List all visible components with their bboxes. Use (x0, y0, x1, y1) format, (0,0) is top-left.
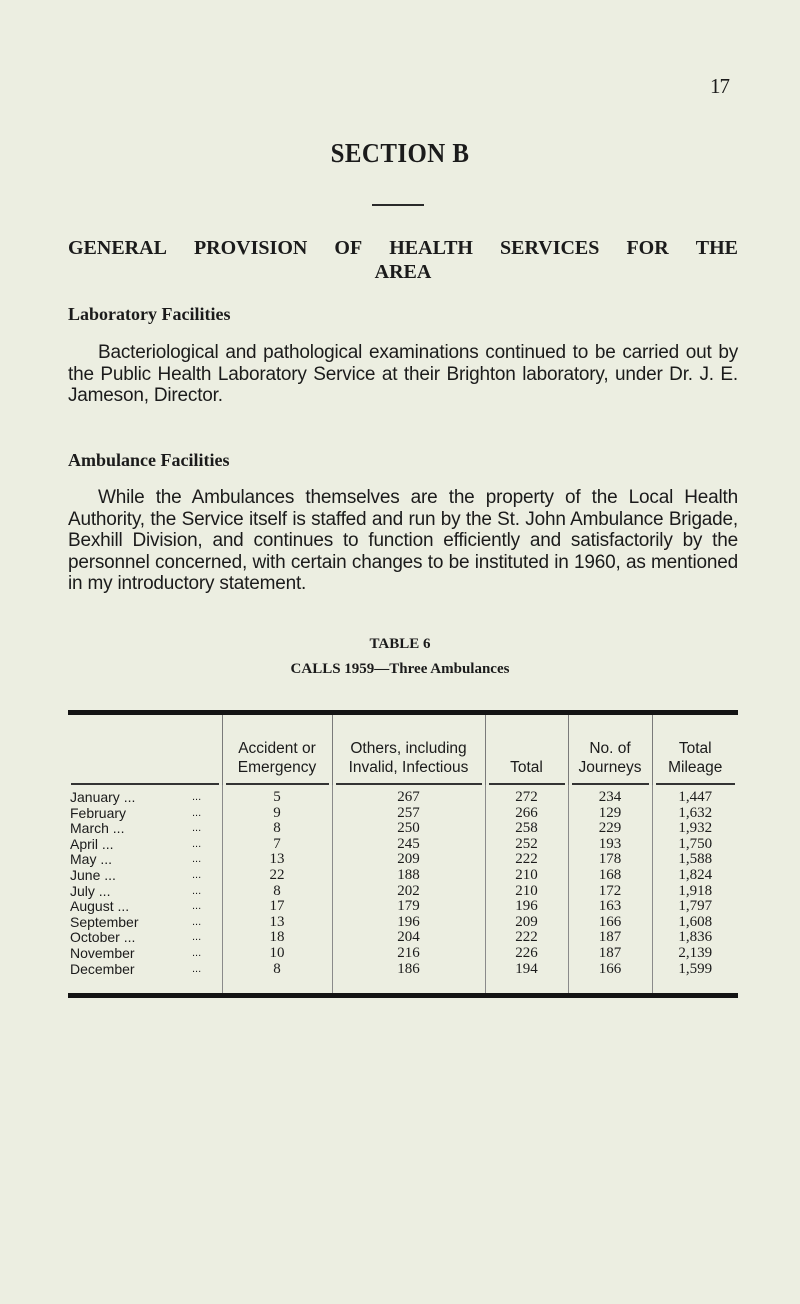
leader-dots: ... (192, 822, 202, 835)
table-row (68, 837, 738, 853)
total-value: 210 (485, 868, 568, 884)
table-row (68, 806, 738, 822)
total-value: 222 (485, 930, 568, 946)
table-row (68, 868, 738, 884)
others-value: 257 (332, 806, 485, 822)
accident-value: 10 (222, 946, 332, 962)
accident-value: 9 (222, 806, 332, 822)
heading-word: HEALTH (389, 237, 473, 259)
month-label: September (70, 913, 139, 930)
others-value: 196 (332, 915, 485, 931)
month-label: February (70, 804, 127, 821)
laboratory-heading: Laboratory Facilities (68, 304, 231, 324)
month-label: March ... (70, 820, 125, 837)
journeys-value: 178 (568, 852, 652, 868)
leader-dots: ... (192, 884, 202, 897)
total-value: 258 (485, 821, 568, 837)
journeys-value: 234 (568, 785, 652, 806)
mileage-value: 1,599 (652, 962, 738, 996)
mileage-value: 1,824 (652, 868, 738, 884)
header-total: Total (485, 713, 568, 786)
mileage-value: 1,750 (652, 837, 738, 853)
leader-dots: ... (192, 900, 202, 913)
others-value: 188 (332, 868, 485, 884)
accident-value: 13 (222, 852, 332, 868)
total-value: 226 (485, 946, 568, 962)
accident-value: 5 (222, 785, 332, 806)
leader-dots: ... (192, 791, 202, 803)
ambulance-paragraph (68, 487, 738, 595)
mileage-value: 1,632 (652, 806, 738, 822)
total-value: 194 (485, 962, 568, 996)
leader-dots: ... (192, 915, 202, 928)
accident-value: 17 (222, 899, 332, 915)
total-value: 272 (485, 785, 568, 806)
page-number: 17 (710, 74, 729, 98)
month-label: December (70, 960, 135, 977)
accident-value: 8 (222, 821, 332, 837)
journeys-value: 129 (568, 806, 652, 822)
header-others: Others, including Invalid, Infectious (332, 713, 485, 786)
accident-value: 7 (222, 837, 332, 853)
table-header-row (68, 713, 738, 786)
mileage-value: 1,588 (652, 852, 738, 868)
journeys-value: 193 (568, 837, 652, 853)
journeys-value: 166 (568, 962, 652, 996)
others-value: 202 (332, 884, 485, 900)
heading-word: OF (334, 237, 363, 259)
table-row (68, 785, 738, 806)
heading-word: GENERAL (68, 237, 167, 259)
mileage-value: 1,797 (652, 899, 738, 915)
title-divider (372, 204, 424, 206)
main-heading (68, 236, 738, 284)
month-label: May ... (70, 851, 113, 868)
table-row (68, 899, 738, 915)
table-title: TABLE 6 (369, 636, 431, 652)
leader-dots: ... (192, 837, 202, 850)
journeys-value: 187 (568, 930, 652, 946)
header-accident: Accident or Emergency (222, 713, 332, 786)
total-value: 210 (485, 884, 568, 900)
leader-dots: ... (192, 962, 202, 975)
accident-value: 18 (222, 930, 332, 946)
leader-dots: ... (192, 853, 202, 866)
month-label: November (70, 944, 135, 961)
main-heading-line1 (68, 236, 738, 260)
table-row (68, 946, 738, 962)
table-row (68, 884, 738, 900)
laboratory-paragraph (68, 342, 738, 407)
others-value: 204 (332, 930, 485, 946)
total-value: 266 (485, 806, 568, 822)
journeys-value: 229 (568, 821, 652, 837)
mileage-value: 2,139 (652, 946, 738, 962)
leader-dots: ... (192, 946, 202, 959)
month-label: July ... (70, 882, 111, 899)
mileage-value: 1,447 (652, 785, 738, 806)
total-value: 196 (485, 899, 568, 915)
others-value: 186 (332, 962, 485, 996)
journeys-value: 163 (568, 899, 652, 915)
mileage-value: 1,918 (652, 884, 738, 900)
total-value: 222 (485, 852, 568, 868)
others-value: 245 (332, 837, 485, 853)
heading-word: PROVISION (193, 237, 308, 259)
others-value: 209 (332, 852, 485, 868)
mileage-value: 1,608 (652, 915, 738, 931)
table-row (68, 821, 738, 837)
month-label: April ... (70, 835, 114, 852)
table-row (68, 852, 738, 868)
journeys-value: 172 (568, 884, 652, 900)
mileage-value: 1,932 (652, 821, 738, 837)
table-row (68, 915, 738, 931)
accident-value: 8 (222, 962, 332, 996)
leader-dots: ... (192, 931, 202, 944)
total-value: 252 (485, 837, 568, 853)
heading-word: SERVICES (500, 237, 600, 259)
others-value: 216 (332, 946, 485, 962)
heading-word: THE (695, 237, 738, 259)
journeys-value: 166 (568, 915, 652, 931)
others-value: 179 (332, 899, 485, 915)
month-label: August ... (70, 898, 130, 915)
leader-dots: ... (192, 806, 202, 819)
month-label: October ... (70, 929, 136, 946)
mileage-value: 1,836 (652, 930, 738, 946)
header-mileage: Total Mileage (652, 713, 738, 786)
table-row (68, 930, 738, 946)
ambulance-heading: Ambulance Facilities (68, 450, 230, 470)
others-value: 250 (332, 821, 485, 837)
journeys-value: 168 (568, 868, 652, 884)
month-label: January ... (70, 789, 136, 805)
ambulance-calls-table (68, 710, 738, 998)
month-label: June ... (70, 866, 116, 883)
laboratory-body: Bacteriological and pathological examinations continued to be carried out by the Public Health Laboratory Service at their Brighton laboratory, under Dr. J. E. Jameson, Director. (68, 342, 738, 406)
accident-value: 8 (222, 884, 332, 900)
table-row (68, 962, 738, 996)
leader-dots: ... (192, 868, 202, 881)
header-journeys: No. of Journeys (568, 713, 652, 786)
others-value: 267 (332, 785, 485, 806)
accident-value: 22 (222, 868, 332, 884)
journeys-value: 187 (568, 946, 652, 962)
section-title: SECTION B (330, 138, 470, 168)
accident-value: 13 (222, 915, 332, 931)
total-value: 209 (485, 915, 568, 931)
table-subtitle: CALLS 1959—Three Ambulances (290, 661, 510, 677)
header-month (68, 713, 222, 786)
main-heading-line2: AREA (374, 261, 432, 283)
heading-word: FOR (626, 237, 669, 259)
ambulance-body: While the Ambulances themselves are the property of the Local Health Authority, the Service itself is staffed and run by the St. John Ambulance Brigade, Bexhill Division, and continues to function efficiently and satisfactorily by the personnel concerned, with certain changes to be instituted in 1960, as mentioned in my introductory statement. (68, 487, 738, 594)
